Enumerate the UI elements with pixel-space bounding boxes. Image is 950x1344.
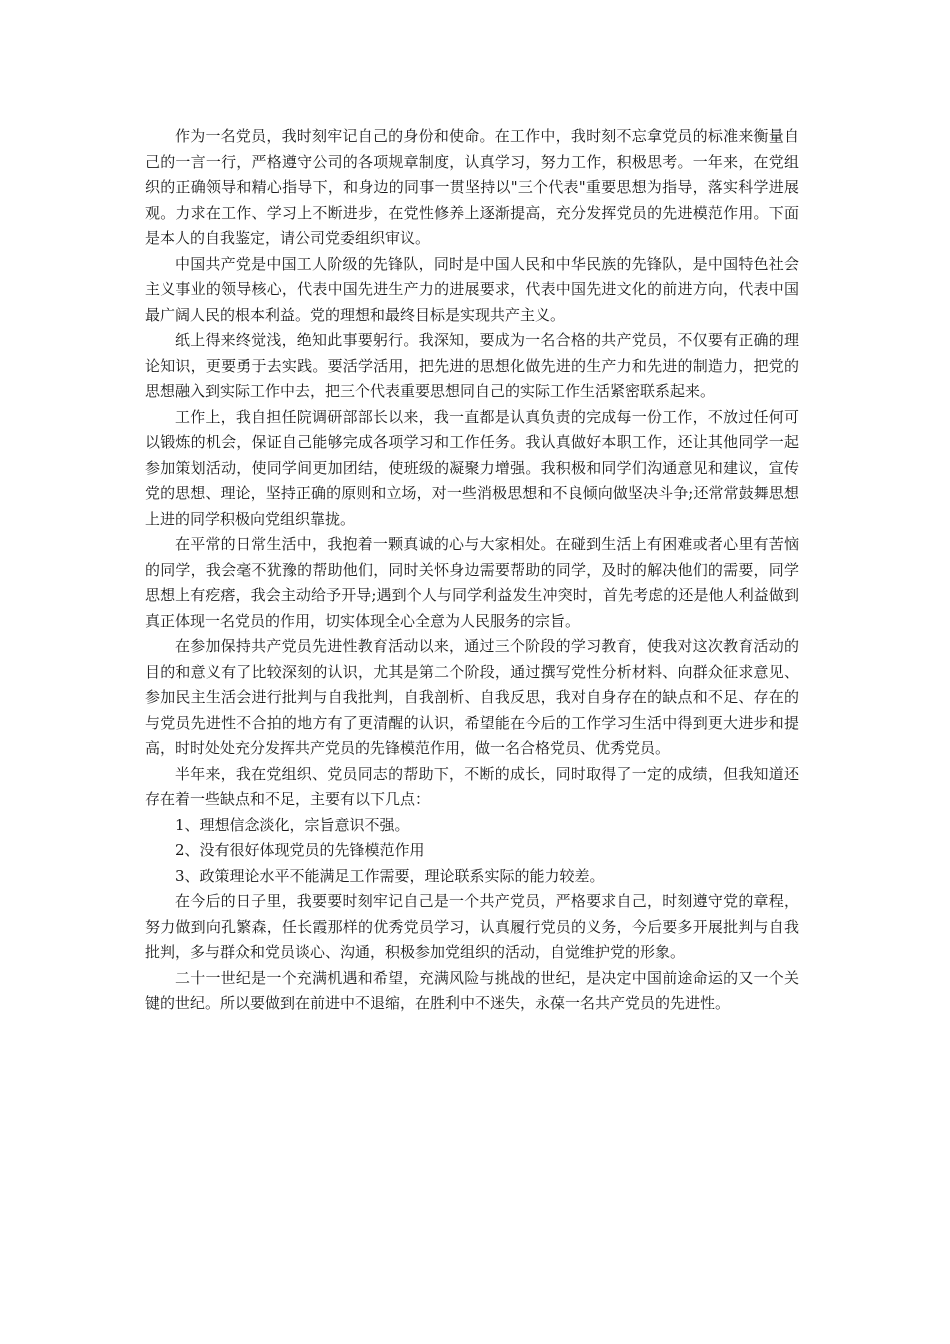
list-item-shortcoming-2: 2、没有很好体现党员的先锋模范作用 [175,841,425,859]
paragraph-party-nature: 中国共产党是中国工人阶级的先锋队，同时是中国人民和中华民族的先锋队，是中国特色社会主义事业的领导核心，代表中国先进生产力的进展要求，代表中国先进文化的前进方向，代表中国最广阔人民的根本利益。党的理想和最终目标是实现共产主义。 [145,254,799,324]
list-item-shortcoming-1: 1、理想信念淡化，宗旨意识不强。 [175,815,410,834]
paragraph-future-plan: 在今后的日子里，我要要时刻牢记自己是一个共产党员，严格要求自己，时刻遵守党的章程，努力做到向孔繁森，任长霞那样的优秀党员学习，认真履行党员的义务，今后要多开展批判与自我批判，多与群众和党员谈心、沟通，积极参加党组织的活动，自觉维护党的形象。 [145,892,799,961]
paragraph-shortcomings-intro: 半年来，我在党组织、党员同志的帮助下，不断的成长，同时取得了一定的成绩，但我知道还存在着一些缺点和不足，主要有以下几点： [145,764,799,808]
list-item-shortcoming-3: 3、政策理论水平不能满足工作需要，理论联系实际的能力较差。 [175,866,605,885]
paragraph-education: 在参加保持共产党员先进性教育活动以来，通过三个阶段的学习教育，使我对这次教育活动的目的和意义有了比较深刻的认识，尤其是第二个阶段，通过撰写党性分析材料、向群众征求意见、参加民主生活会进行批判与自我批判，自我剖析、自我反思，我对自身存在的缺点和不足、存在的与党员先进性不合拍的地方有了更清醒的认识，希望能在今后的工作学习生活中得到更大进步和提高，时时处处充分发挥共产党员的先锋模范作用，做一名合格党员、优秀党员。 [145,637,799,757]
paragraph-work: 工作上，我自担任院调研部部长以来，我一直都是认真负责的完成每一份工作，不放过任何可以锻炼的机会，保证自己能够完成各项学习和工作任务。我认真做好本职工作，还让其他同学一起参加策划活动，使同学间更加团结，使班级的凝聚力增强。我积极和同学们沟通意见和建议，宣传党的思想、理论，坚持正确的原则和立场，对一些消极思想和不良倾向做坚决斗争;还常常鼓舞思想上进的同学积极向党组织靠拢。 [145,407,799,528]
paragraph-intro: 作为一名党员，我时刻牢记自己的身份和使命。在工作中，我时刻不忘拿党员的标准来衡量自己的一言一行，严格遵守公司的各项规章制度，认真学习，努力工作，积极思考。一年来，在党组织的正确领导和精心指导下，和身边的同事一贯坚持以"三个代表"重要思想为指导，落实科学进展观。力求在工作、学习上不断进步，在党性修养上逐渐提高，充分发挥党员的先进模范作用。下面是本人的自我鉴定，请公司党委组织审议。 [145,127,799,247]
document-body [145,124,799,1017]
paragraph-conclusion: 二十一世纪是一个充满机遇和希望，充满风险与挑战的世纪，是决定中国前途命运的又一个关键的世纪。所以要做到在前进中不退缩，在胜利中不迷失，永葆一名共产党员的先进性。 [145,968,799,1012]
paragraph-practice: 纸上得来终觉浅，绝知此事要躬行。我深知，要成为一名合格的共产党员，不仅要有正确的理论知识，更要勇于去实践。要活学活用，把先进的思想化做先进的生产力和先进的制造力，把党的思想融入到实际工作中去，把三个代表重要思想同自己的实际工作生活紧密联系起来。 [145,331,799,400]
paragraph-daily-life: 在平常的日常生活中，我抱着一颗真诚的心与大家相处。在碰到生活上有困难或者心里有苦恼的同学，我会毫不犹豫的帮助他们，同时关怀身边需要帮助的同学，及时的解决他们的需要，同学思想上有疙瘩，我会主动给予开导;遇到个人与同学利益发生冲突时，首先考虑的还是他人利益做到真正体现一名党员的作用，切实体现全心全意为人民服务的宗旨。 [145,535,799,630]
